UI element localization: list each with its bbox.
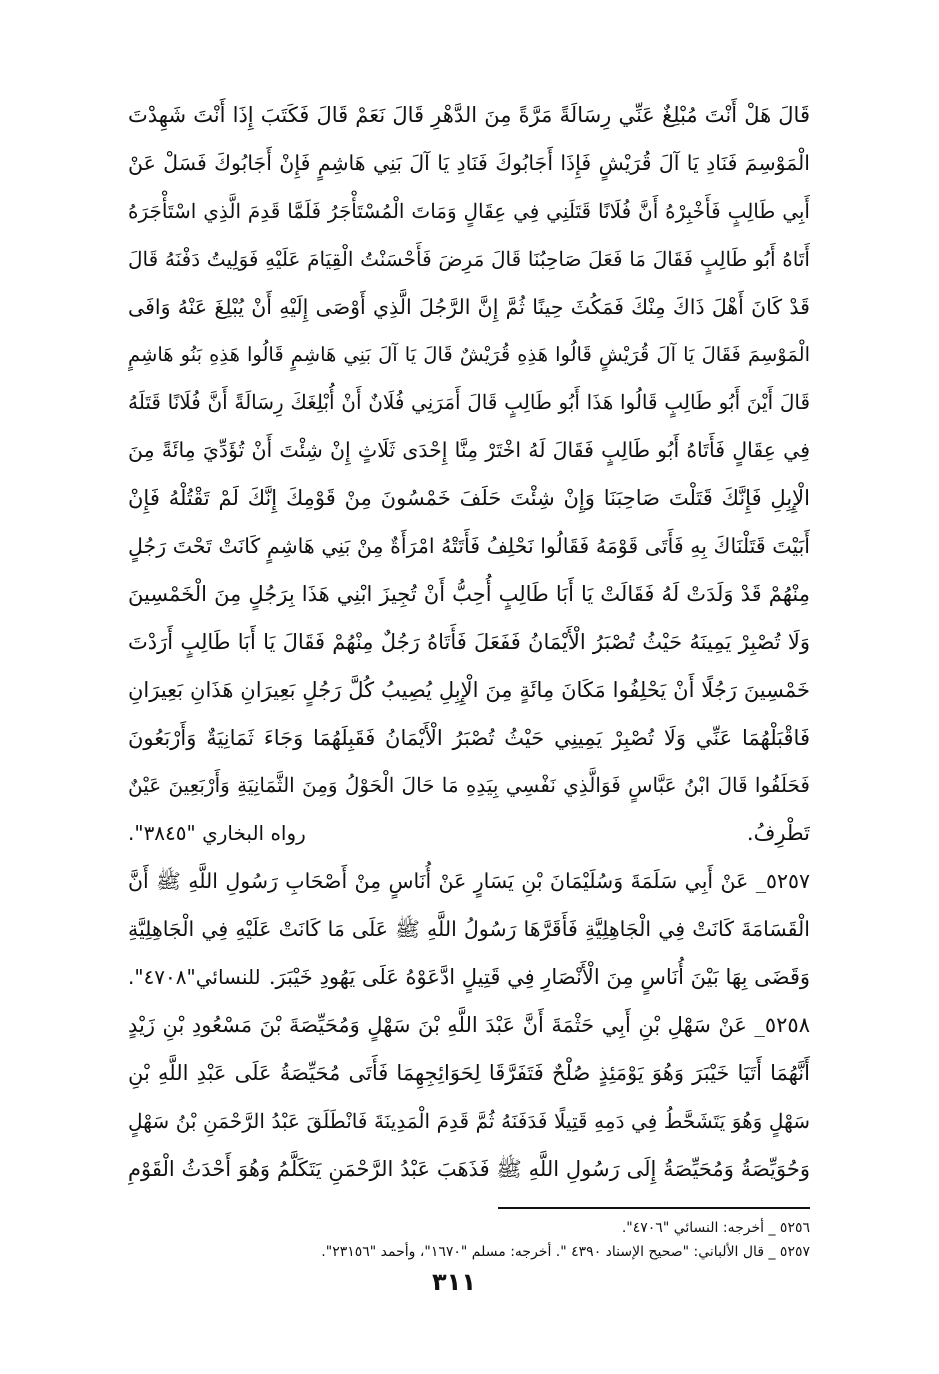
text-line: الْإِبِلِ فَإِنَّكَ قَتَلْتَ صَاحِبَنَا وَإِنْ شِئْتَ حَلَفَ خَمْسُونَ مِنْ قَوْمِكَ إِنَّكَ لَمْ تَقْتُلْهُ فَإِنْ	[128, 486, 810, 511]
text-line: فَاقْبَلْهُمَا عَنِّي وَلَا تُصْبِرْ يَمِينِي حَيْثُ تُصْبَرُ الْأَيْمَانُ فَقَبِلَهُمَا وَجَاءَ ثَمَانِيَةٌ وَأَرْبَعُونَ	[128, 725, 810, 750]
text-line: أَبِي طَالِبٍ فَأَخْبِرْهُ أَنَّ فُلَانًا قَتَلَنِي فِي عِقَالٍ وَمَاتَ الْمُسْتَأْجَرُ فَلَمَّا قَدِمَ الَّذِي اسْتَأْجَرَهُ	[128, 198, 810, 223]
page-number: ٣١١	[432, 1268, 476, 1296]
footnotes	[128, 1216, 810, 1264]
last-word: تَطْرِفُ.	[746, 821, 810, 846]
hadith-5257-line: الْقَسَامَةَ كَانَتْ فِي الْجَاهِلِيَّةِ فَأَقَرَّهَا رَسُولُ اللَّهِ ﷺ عَلَى مَا كَانَتْ عَلَيْهِ فِي الْجَاهِلِيَّةِ	[128, 917, 810, 942]
text-line: الْمَوْسِمَ فَقَالَ يَا آلَ قُرَيْشٍ قَالُوا هَذِهِ قُرَيْشٌ قَالَ يَا آلَ بَنِي هَاشِمٍ قَالُوا هَذِهِ بَنُو هَاشِمٍ	[128, 343, 810, 367]
hadith-5258-line: أَنَّهُمَا أَتَيَا خَيْبَرَ وَهُوَ يَوْمَئِذٍ صُلْحٌ فَتَفَرَّقَا لِحَوَائِجِهِمَا فَأَتَى مُحَيِّصَةُ عَلَى عَبْدِ اللَّهِ بْنِ	[128, 1060, 810, 1085]
text-line: أَبَيْتَ قَتَلْنَاكَ بِهِ فَأَتَى قَوْمَهُ فَقَالُوا نَحْلِفُ فَأَتَتْهُ امْرَأَةٌ مِنْ بَنِي هَاشِمٍ كَانَتْ تَحْتَ رَجُلٍ	[128, 534, 810, 559]
footnote: ٥٢٥٦ _ أخرجه: النسائي "٤٧٠٦".	[621, 1220, 810, 1236]
text-line: وَلَا تُصْبِرْ يَمِينَهُ حَيْثُ تُصْبَرُ الْأَيْمَانُ فَفَعَلَ فَأَتَاهُ رَجُلٌ مِنْهُمْ فَقَالَ يَا أَبَا طَالِبٍ أَرَدْتَ	[128, 629, 810, 654]
hadith-5258-line: وَحُوَيِّصَةُ وَمُحَيِّصَةُ إِلَى رَسُولِ اللَّهِ ﷺ فَذَهَبَ عَبْدُ الرَّحْمَنِ يَتَكَلَّمُ وَهُوَ أَحْدَثُ الْقَوْمِ	[128, 1156, 810, 1181]
footnote-divider	[498, 1207, 810, 1209]
hadith-5257-line: ٥٢٥٧_ عَنْ أَبِي سَلَمَةَ وَسُلَيْمَانَ بْنِ يَسَارٍ عَنْ أُنَاسٍ مِنْ أَصْحَابِ رَسُولِ اللَّهِ ﷺ أَنَّ	[128, 869, 810, 894]
text-line: أَتَاهُ أَبُو طَالِبٍ فَقَالَ مَا فَعَلَ صَاحِبُنَا قَالَ مَرِضَ فَأَحْسَنْتُ الْقِيَامَ عَلَيْهِ فَوَلِيتُ دَفْنَهُ قَالَ	[128, 246, 810, 271]
text-line: قَالَ أَيْنَ أَبُو طَالِبٍ قَالُوا هَذَا أَبُو طَالِبٍ قَالَ أَمَرَنِي فُلَانٌ أَنْ أُبْلِغَكَ رِسَالَةً أَنَّ فُلَانًا قَتَلَهُ	[128, 390, 810, 415]
hadith-5257-last-line	[128, 954, 810, 1002]
text-line: فَحَلَفُوا قَالَ ابْنُ عَبَّاسٍ فَوَالَّذِي نَفْسِي بِيَدِهِ مَا حَالَ الْحَوْلُ وَمِنَ الثَّمَانِيَةِ وَأَرْبَعِينَ عَيْنٌ	[128, 773, 810, 798]
main-text	[128, 92, 810, 1193]
attribution-nasai: للنسائي"٤٧٠٨".	[128, 965, 261, 990]
hadith-5257-last-text: وَقَضَى بِهَا بَيْنَ أُنَاسٍ مِنَ الْأَنْصَارِ فِي قَتِيلٍ ادَّعَوْهُ عَلَى يَهُودِ خَيْبَرَ.	[268, 965, 810, 990]
text-line: خَمْسِينَ رَجُلًا أَنْ يَحْلِفُوا مَكَانَ مِائَةٍ مِنَ الْإِبِلِ يُصِيبُ كُلَّ رَجُلٍ بَعِيرَانِ هَذَانِ بَعِيرَانِ	[128, 677, 810, 702]
hadith-5258-line: ٥٢٥٨_ عَنْ سَهْلِ بْنِ أَبِي حَثْمَةَ أَنَّ عَبْدَ اللَّهِ بْنَ سَهْلٍ وَمُحَيِّصَةَ بْنَ مَسْعُودِ بْنِ زَيْدٍ	[128, 1012, 810, 1037]
footnote: ٥٢٥٧ _ قال الألباني: "صحيح الإسناد ٤٣٩٠ ". أخرجه: مسلم "١٦٧٠"، وأحمد "٢٣١٥٦".	[321, 1244, 810, 1260]
hadith-5258-line: سَهْلٍ وَهُوَ يَتَشَحَّطُ فِي دَمِهِ قَتِيلًا فَدَفَنَهُ ثُمَّ قَدِمَ الْمَدِينَةَ فَانْطَلَقَ عَبْدُ الرَّحْمَنِ بْنُ سَهْلٍ	[128, 1108, 810, 1133]
text-line-with-attribution	[128, 810, 810, 858]
text-line: فِي عِقَالٍ فَأَتَاهُ أَبُو طَالِبٍ فَقَالَ لَهُ اخْتَرْ مِنَّا إِحْدَى ثَلَاثٍ إِنْ شِئْتَ أَنْ تُؤَدِّيَ مِائَةً مِنَ	[128, 438, 810, 463]
text-line: مِنْهُمْ قَدْ وَلَدَتْ لَهُ فَقَالَتْ يَا أَبَا طَالِبٍ أُحِبُّ أَنْ تُجِيزَ ابْنِي هَذَا بِرَجُلٍ مِنَ الْخَمْسِينَ	[128, 581, 810, 606]
text-line: قَالَ هَلْ أَنْتَ مُبْلِغٌ عَنِّي رِسَالَةً مَرَّةً مِنَ الدَّهْرِ قَالَ نَعَمْ قَالَ فَكَتَبَ إِذَا أَنْتَ شَهِدْتَ	[128, 103, 810, 127]
attribution-bukhari: رواه البخاري "٣٨٤٥".	[128, 821, 306, 846]
text-line: الْمَوْسِمَ فَنَادِ يَا آلَ قُرَيْشٍ فَإِذَا أَجَابُوكَ فَنَادِ يَا آلَ بَنِي هَاشِمٍ فَإِنْ أَجَابُوكَ فَسَلْ عَنْ	[128, 150, 810, 175]
text-line: قَدْ كَانَ أَهْلَ ذَاكَ مِنْكَ فَمَكُثَ حِينًا ثُمَّ إِنَّ الرَّجُلَ الَّذِي أَوْصَى إِلَيْهِ أَنْ يُبْلِغَ عَنْهُ وَافَى	[128, 294, 810, 319]
